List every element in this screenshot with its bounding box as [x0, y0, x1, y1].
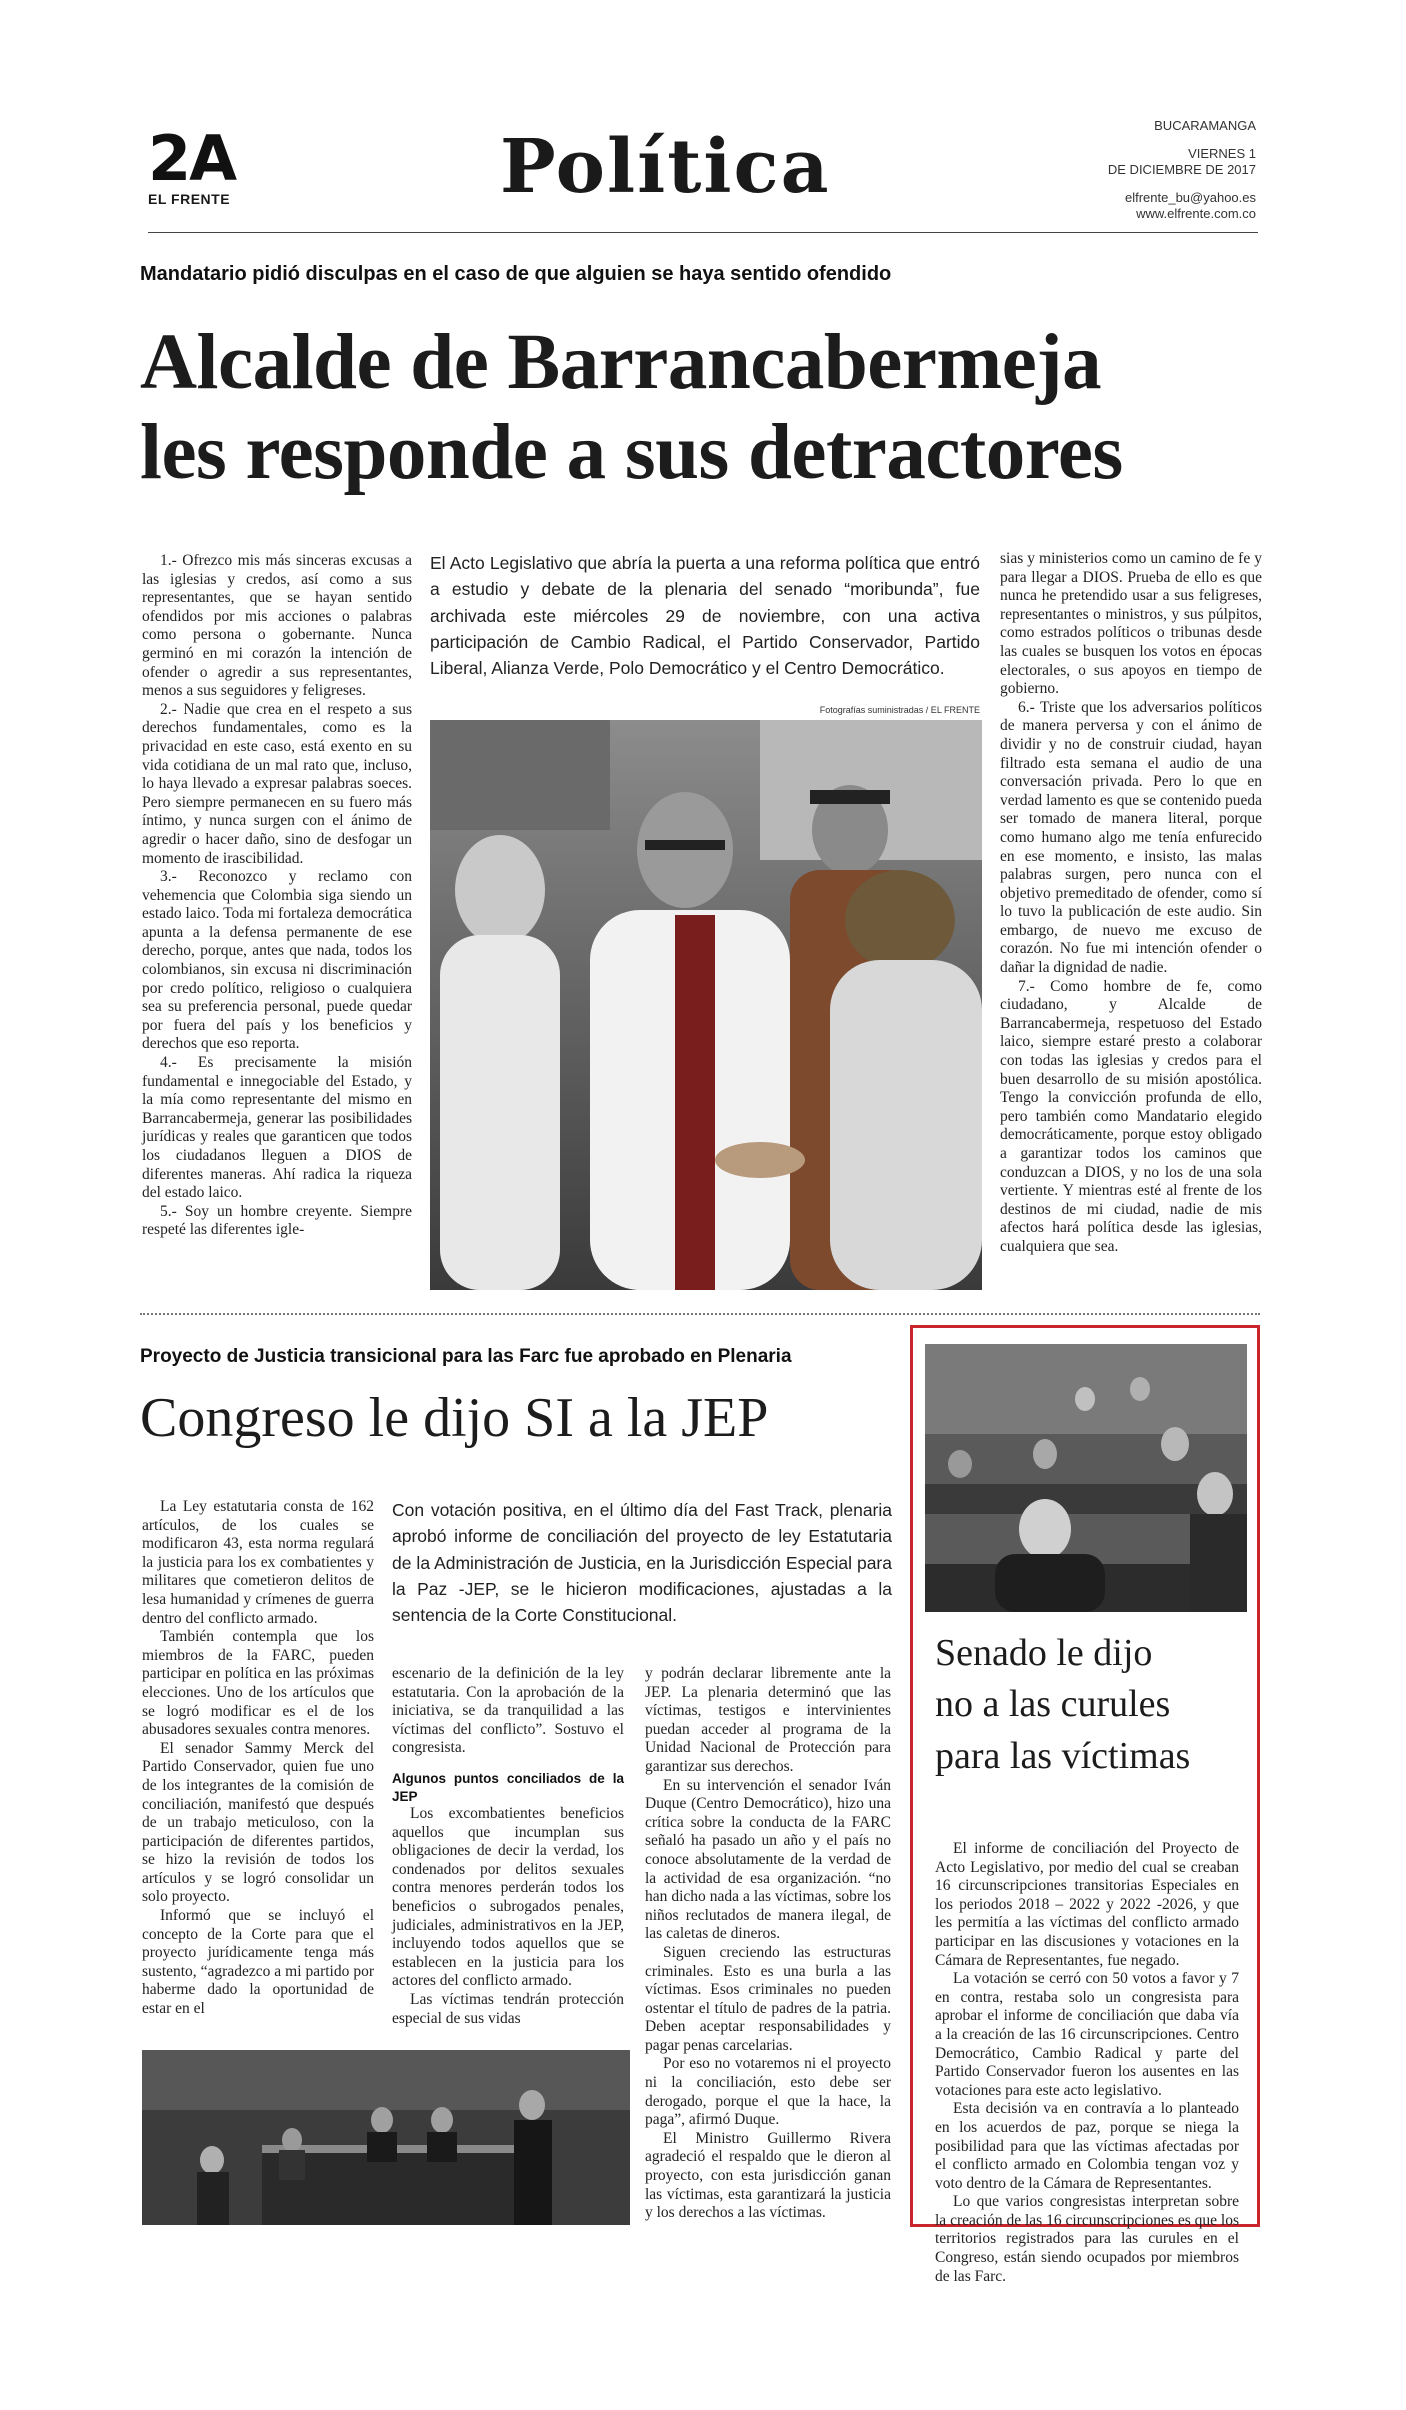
article2-column-3: [645, 1665, 891, 2233]
article1-headline: [140, 318, 1280, 498]
paragraph: Esta decisión va en contravía a lo planteado en los acuerdos de paz, porque se niega la posibilidad para que las víctimas afectadas por el conflicto armado en Colombia tengan voz y voto dentro de la Cámara de Representantes.: [935, 2100, 1239, 2192]
sidebar-box: [910, 1325, 1260, 2285]
paragraph: Siguen creciendo las estructuras criminales. Esto es una burla a las víctimas. Esos criminales no pueden ostentar el título de padres de la patria. Deben aceptar responsabilidades y pagar penas carcelarias.: [645, 1943, 891, 2054]
header-rule: [148, 232, 1258, 233]
paragraph: 7.- Como hombre de fe, como ciudadano, y Alcalde de Barrancabermeja, respetuoso del Estado laico, siempre estaré presto a colaborar con todas las iglesias y credos para el buen desarrollo de su misión apostólica. Tengo la convicción profunda de ello, pero también como Mandatario elegido democráticamente, porque estoy obligado a garantizar todos los caminos que conduzcan a DIOS, y no los de una sola vertiente. Y mientras esté al frente de los destinos de mi ciudad, nadie de mis afectos hará política desde las iglesias, cualquiera que sea.: [1000, 977, 1262, 1255]
sidebar-headline-line3: para las víctimas: [935, 1734, 1191, 1777]
article2-column-2: [392, 1665, 624, 2037]
photo-credit: Fotografías suministradas / EL FRENTE: [819, 705, 980, 715]
date: DE DICIEMBRE DE 2017: [1107, 162, 1256, 177]
paragraph: 4.- Es precisamente la misión fundamental e innegociable del Estado, y la mía como representante del mismo en Barrancabermeja, generar las posibilidades jurídicas y reales que garanticen que todos los ciudadanos lleguen a DIOS de diferentes maneras. Ahí radica la riqueza del estado laico.: [142, 1054, 412, 1202]
article1-column-3: [1000, 550, 1262, 1290]
senate-session-photo: [925, 1344, 1247, 1612]
paragraph: La votación se cerró con 50 votos a favor y 7 en contra, restaba solo un congresista para aprobar el informe de conciliación que daba vía a la creación de las 16 circunscripciones. Centro Democrático, Cambio Radical y parte del Partido Conservador fueron los ausentes en las votaciones para este acto legislativo.: [935, 1970, 1239, 2099]
article2-lead: Con votación positiva, en el último día del Fast Track, plenaria aprobó informe de conciliación del proyecto de ley Estatutaria de la Administración de Justicia, en la Jurisdicción Especial para la Paz -JEP, se le hicieron modificaciones, ajustadas a la sentencia de la Corte Constitucional.: [392, 1500, 892, 1625]
paragraph: sias y ministerios como un camino de fe y para llegar a DIOS. Prueba de ello es que nunca he pretendido usar a sus feligreses, representantes o ministros, y sus púlpitos, como estrados políticos o tribunas desde las cuales se busquen los votos en épocas electorales, o sus apoyos en tiempo de gobierno.: [1000, 550, 1262, 698]
paragraph: Informó que se incluyó el concepto de la Corte para que el proyecto jurídicamente tenga más sustento, “agradezco a mi partido por haberme dado la oportunidad de estar en el: [142, 1907, 374, 2018]
paragraph: 3.- Reconozco y reclamo con vehemencia que Colombia siga siendo un estado laico. Toda mi fortaleza democrática apunta a la defensa permanente de ese derecho, porque, antes que nada, todos los colombianos, sin excusa ni discriminación por credo político, religioso o cualquiera sea su preferencia personal, puede quedar por fuera del país y los beneficios y derechos que eso reporta.: [142, 868, 412, 1053]
mayor-crowd-photo: [430, 720, 982, 1290]
article1-headline-line1: Alcalde de Barrancabermeja: [140, 319, 1102, 406]
article1-kicker: Mandatario pidió disculpas en el caso de que alguien se haya sentido ofendido: [140, 263, 892, 285]
congress-plenary-photo: [142, 2050, 630, 2225]
article2-subhead: Algunos puntos conciliados de la JEP: [392, 1770, 624, 1804]
sidebar-headline-line2: no a las curules: [935, 1683, 1171, 1726]
paragraph: El Ministro Guillermo Rivera agradeció el respaldo que le dieron al proyecto, con esta jurisdicción ganan las víctimas, esta garantizará la justicia y los derechos a las víctimas.: [645, 2129, 891, 2222]
email-link[interactable]: elfrente_bu@yahoo.es: [1124, 190, 1256, 205]
mayor-crowd-photo-image: [430, 720, 982, 1290]
paragraph: escenario de la definición de la ley estatutaria. Con la aprobación de la iniciativa, se da tranquilidad a las víctimas del conflicto”. Sostuvo el congresista.: [392, 1665, 624, 1757]
newspaper-brand: EL FRENTE: [148, 191, 231, 207]
article1-column-1: [142, 552, 412, 1290]
senate-session-photo-image: [925, 1344, 1247, 1612]
sidebar-headline-line1: Senado le dijo: [935, 1632, 1153, 1674]
section-title: Política: [500, 124, 831, 210]
weekday: VIERNES 1: [1188, 146, 1256, 161]
article2-headline: Congreso le dijo SI a la JEP: [140, 1387, 769, 1449]
paragraph: Por eso no votaremos ni el proyecto ni la conciliación, esto debe ser derogado, porque el que la hace, la paga”, afirmó Duque.: [645, 2055, 891, 2129]
page-number: 2A: [148, 122, 236, 195]
website-link[interactable]: www.elfrente.com.co: [1136, 206, 1256, 221]
paragraph: La Ley estatutaria consta de 162 artículos, de los cuales se modificaron 43, esta norma regulará la justicia para los ex combatientes y militares que cometieron delitos de lesa humanidad y crímenes de guerra dentro del conflicto armado.: [142, 1498, 374, 1627]
paragraph: El informe de conciliación del Proyecto de Acto Legislativo, por medio del cual se creaban 16 circunscripciones transitorias Especiales en los periodos 2018 – 2022 y 2022 -2026, y que les permitía a las víctimas del conflicto armado participar en las discusiones y votaciones en la Cámara de Representantes, fue negado.: [935, 1840, 1239, 1969]
congress-plenary-photo-image: [142, 2050, 630, 2225]
paragraph: 5.- Soy un hombre creyente. Siempre respeté las diferentes igle-: [142, 1202, 412, 1239]
article1-headline-line2: les responde a sus detractores: [140, 409, 1123, 497]
paragraph: El senador Sammy Merck del Partido Conservador, quien fue uno de los integrantes de la comisión de conciliación, manifestó que después de un trabajo meticuloso, con la participación de diferentes partidos, se hizo la revisión de todos los artículos y se logró consolidar un solo proyecto.: [142, 1739, 374, 1906]
article2-column-1: [142, 1498, 374, 2038]
paragraph: También contempla que los miembros de la FARC, pueden participar en política en las próximas elecciones. Uno de los artículos que se logró modificar es el de los abusadores sexuales contra menores.: [142, 1628, 374, 1739]
paragraph: 1.- Ofrezco mis más sinceras excusas a las iglesias y credos, así como a sus representantes, que se hayan sentido ofendidos por mis acciones o palabras como persona o gobernante. Nunca germinó en mi corazón la intención de ofender o agredir a sus representantes, menos a sus seguidores y feligreses.: [142, 552, 412, 700]
paragraph: En su intervención el senador Iván Duque (Centro Democrático), hizo una crítica sobre la conducta de la FARC señaló ha pasado un año y el país no conoce absolutamente de la verdad de la actividad de esa organización. “no han dicho nada a las víctimas, sobre los niños reclutados de manera ilegal, de las caletas de dineros.: [645, 1776, 891, 1943]
sidebar-headline: [935, 1628, 1255, 1782]
paragraph: 6.- Triste que los adversarios políticos de manera perversa y con el ánimo de dividir y no de construir ciudad, hayan filtrado esta semana el audio de una conversación privada. Pero lo que en verdad lamento es que se contenido pueda ser tomado de manera literal, porque como humano algo me tenía enfurecido en ese momento, e insisto, las malas palabras surgen, pero nunca con el objetivo premeditado de ofender, como sí lo tuvo la publicación de este audio. Sin embargo, de nuevo me excuso de corazón. No fue mi intención ofender o dañar la dignidad de nadie.: [1000, 698, 1262, 977]
paragraph: Los excombatientes beneficios aquellos que incumplan sus obligaciones de decir la verdad, los condenados por delitos sexuales contra menores perderán todos los beneficios o subrogados penales, judiciales, administrativos en la JEP, incluyendo todos aquellos que se establecen en la justicia para los actores del conflicto armado.: [392, 1805, 624, 1990]
sidebar-body: [935, 1840, 1239, 2285]
section-divider: [140, 1313, 1260, 1315]
city: BUCARAMANGA: [1154, 118, 1256, 133]
paragraph: 2.- Nadie que crea en el respeto a sus derechos fundamentales, como es la privacidad en este caso, está exento en su vida cotidiana de un mal rato que, incluso, lo haya llevado a expresar palabras soeces. Pero siempre permanecen en su fuero más íntimo, y nunca surgen con el ánimo de agredir o hacer daño, sino de desfogar un momento de irascibilidad.: [142, 700, 412, 867]
paragraph: y podrán declarar libremente ante la JEP. La plenaria determinó que las víctimas, testigos e intervinientes puedan acceder al programa de la Unidad Nacional de Protección para garantizar sus derechos.: [645, 1665, 891, 1775]
article1-lead: El Acto Legislativo que abría la puerta a una reforma política que entró a estudio y debate de la plenaria del senado “moribunda”, fue archivada este miércoles 29 de noviembre, con una activa participación de Cambio Radical, el Partido Conservador, Partido Liberal, Alianza Verde, Polo Democrático y el Centro Democrático.: [430, 553, 980, 678]
paragraph: Lo que varios congresistas interpretan sobre la creación de las 16 circunscripciones es que los territorios registrados para las curules en el Congreso, están siendo ocupados por miembros de las Farc.: [935, 2193, 1239, 2285]
article2-kicker: Proyecto de Justicia transicional para las Farc fue aprobado en Plenaria: [140, 1346, 792, 1367]
paragraph: Las víctimas tendrán protección especial de sus vidas: [392, 1991, 624, 2027]
